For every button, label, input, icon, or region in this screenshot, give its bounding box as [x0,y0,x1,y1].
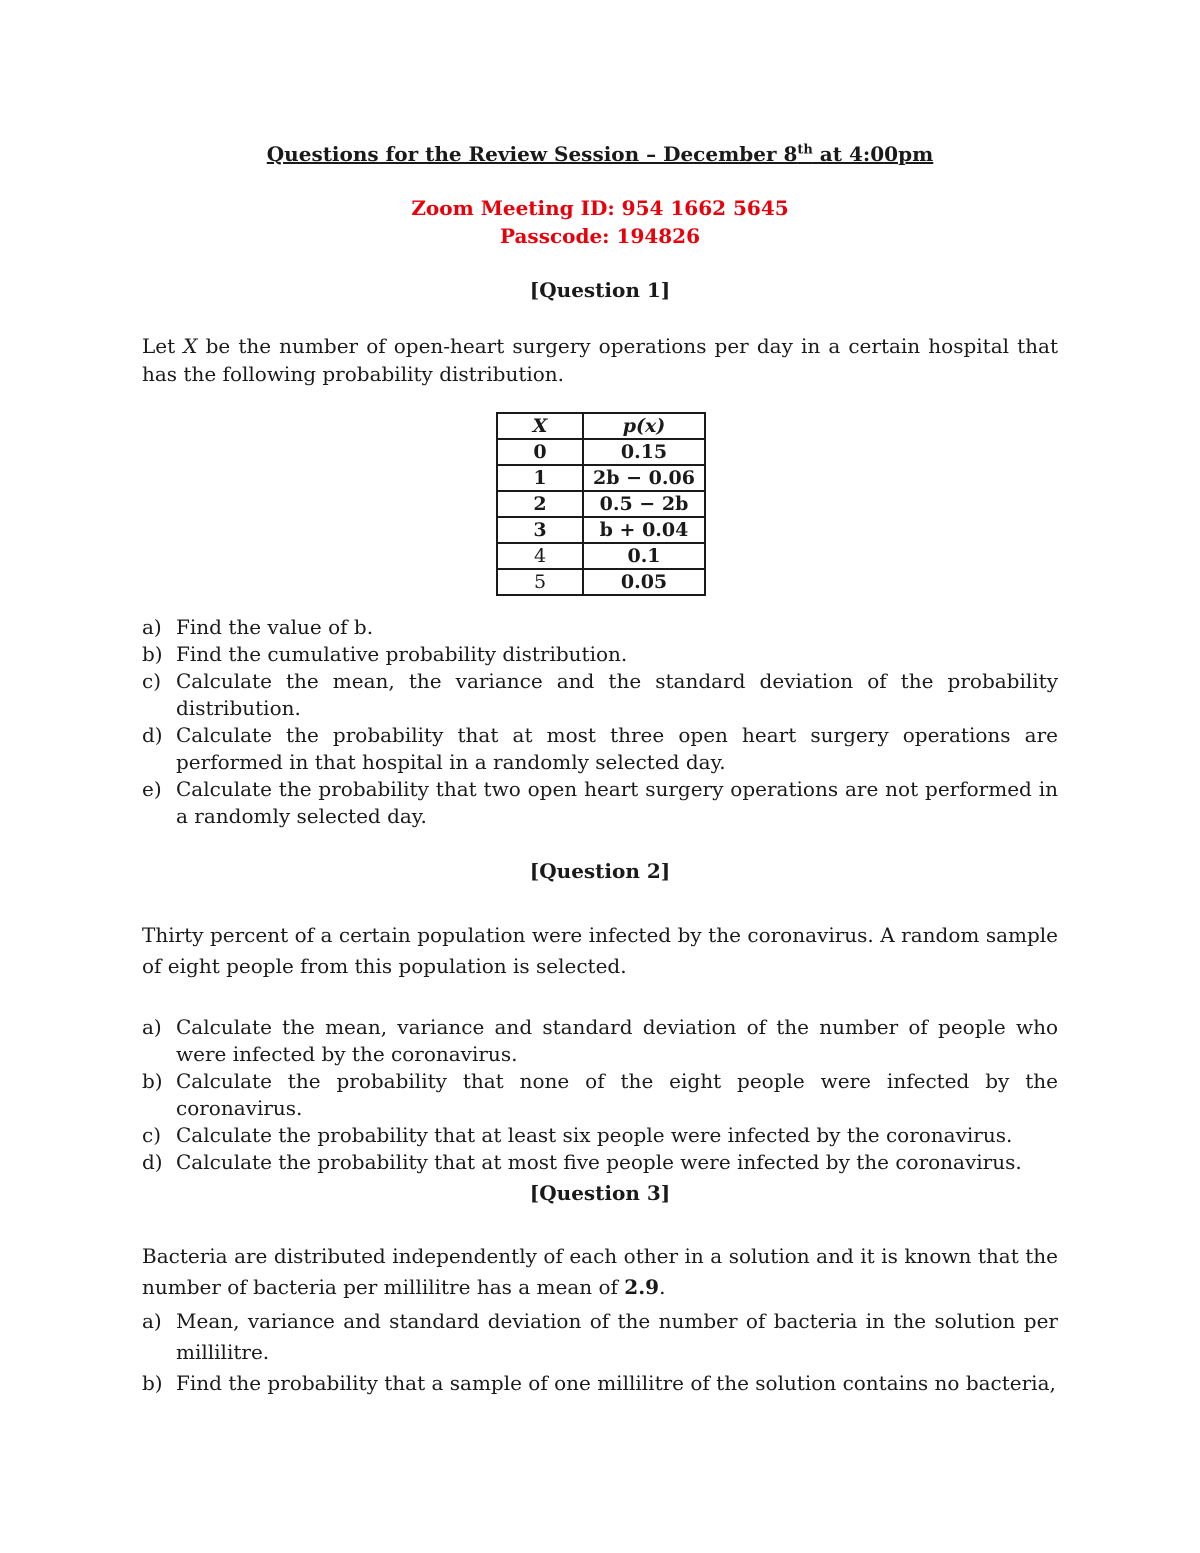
list-item [142,1068,1058,1122]
question-1-intro [142,332,1058,388]
column-header-px: p(x) [583,413,705,439]
question-1-heading: [Question 1] [529,278,671,302]
item-label: c) [142,1123,162,1147]
probability-distribution-table [496,412,706,596]
cell-px: 0.1 [583,543,705,569]
intro-text-end: . [659,1275,666,1299]
cell-px: b + 0.04 [583,517,705,543]
item-label: a) [142,1309,162,1333]
list-item [142,668,1058,722]
title-superscript: th [797,142,813,158]
item-text: Find the probability that a sample of one millilitre of the solution contains no bacteria, [176,1371,1056,1395]
list-item [142,1368,1058,1399]
item-text: Find the cumulative probability distribution. [176,642,628,666]
zoom-meeting-id: Zoom Meeting ID: 954 1662 5645 [411,196,789,220]
item-text: Calculate the probability that at most five people were infected by the coronavirus. [176,1150,1022,1174]
list-item [142,1122,1058,1149]
item-text: Calculate the mean, the variance and the standard deviation of the probability distribution. [176,669,1058,720]
table-row [497,439,705,465]
item-label: d) [142,1150,163,1174]
zoom-passcode: Passcode: 194826 [499,224,701,248]
table-row [497,465,705,491]
item-label: b) [142,1371,163,1395]
list-item [142,1014,1058,1068]
item-label: d) [142,723,163,747]
question-3-intro [142,1241,1058,1303]
cell-x: 2 [497,491,583,517]
item-text: Calculate the probability that at most three open heart surgery operations are performed in that hospital in a randomly selected day. [176,723,1058,774]
table-header-row [497,413,705,439]
item-label: b) [142,1069,163,1093]
title-main: Questions for the Review Session – December 8 [266,142,798,166]
question-2-intro: Thirty percent of a certain population were infected by the coronavirus. A random sample of eight people from this population is selected. [142,923,1058,978]
cell-x: 5 [497,569,583,595]
intro-text: Let [142,334,184,358]
mean-value: 2.9 [624,1275,660,1299]
cell-x: 4 [497,543,583,569]
list-item [142,722,1058,776]
item-text: Calculate the mean, variance and standard deviation of the number of people who were infected by the coronavirus. [176,1015,1058,1066]
cell-px: 0.15 [583,439,705,465]
list-item [142,776,1058,830]
item-text: Calculate the probability that at least six people were infected by the coronavirus. [176,1123,1013,1147]
item-label: a) [142,1015,162,1039]
table-row [497,543,705,569]
table-row [497,491,705,517]
cell-px: 0.5 − 2b [583,491,705,517]
item-label: b) [142,642,163,666]
page-title [142,142,1058,166]
list-item [142,641,1058,668]
cell-x: 0 [497,439,583,465]
item-text: Mean, variance and standard deviation of the number of bacteria in the solution per millilitre. [176,1309,1058,1364]
table-row [497,569,705,595]
cell-x: 1 [497,465,583,491]
cell-px: 2b − 0.06 [583,465,705,491]
item-text: Find the value of b. [176,615,374,639]
item-label: e) [142,777,162,801]
question-3-items [142,1306,1058,1399]
cell-px: 0.05 [583,569,705,595]
list-item [142,614,1058,641]
item-label: a) [142,615,162,639]
item-label: c) [142,669,162,693]
item-text: Calculate the probability that two open heart surgery operations are not performed in a randomly selected day. [176,777,1058,828]
question-2-items [142,1014,1058,1176]
question-1-items [142,614,1058,830]
intro-text: Bacteria are distributed independently of each other in a solution and it is known that the number of bacteria per millilitre has a mean of [142,1244,1058,1299]
title-tail: at 4:00pm [812,142,934,166]
cell-x: 3 [497,517,583,543]
list-item [142,1306,1058,1368]
list-item [142,1149,1058,1176]
column-header-x: X [497,413,583,439]
table-row [497,517,705,543]
variable-x: X [183,334,198,358]
question-3-heading: [Question 3] [529,1181,671,1205]
question-2-heading: [Question 2] [529,859,671,883]
intro-text-rest: be the number of open-heart surgery operations per day in a certain hospital that has the following probability distribution. [142,334,1058,386]
item-text: Calculate the probability that none of the eight people were infected by the coronavirus. [176,1069,1058,1120]
